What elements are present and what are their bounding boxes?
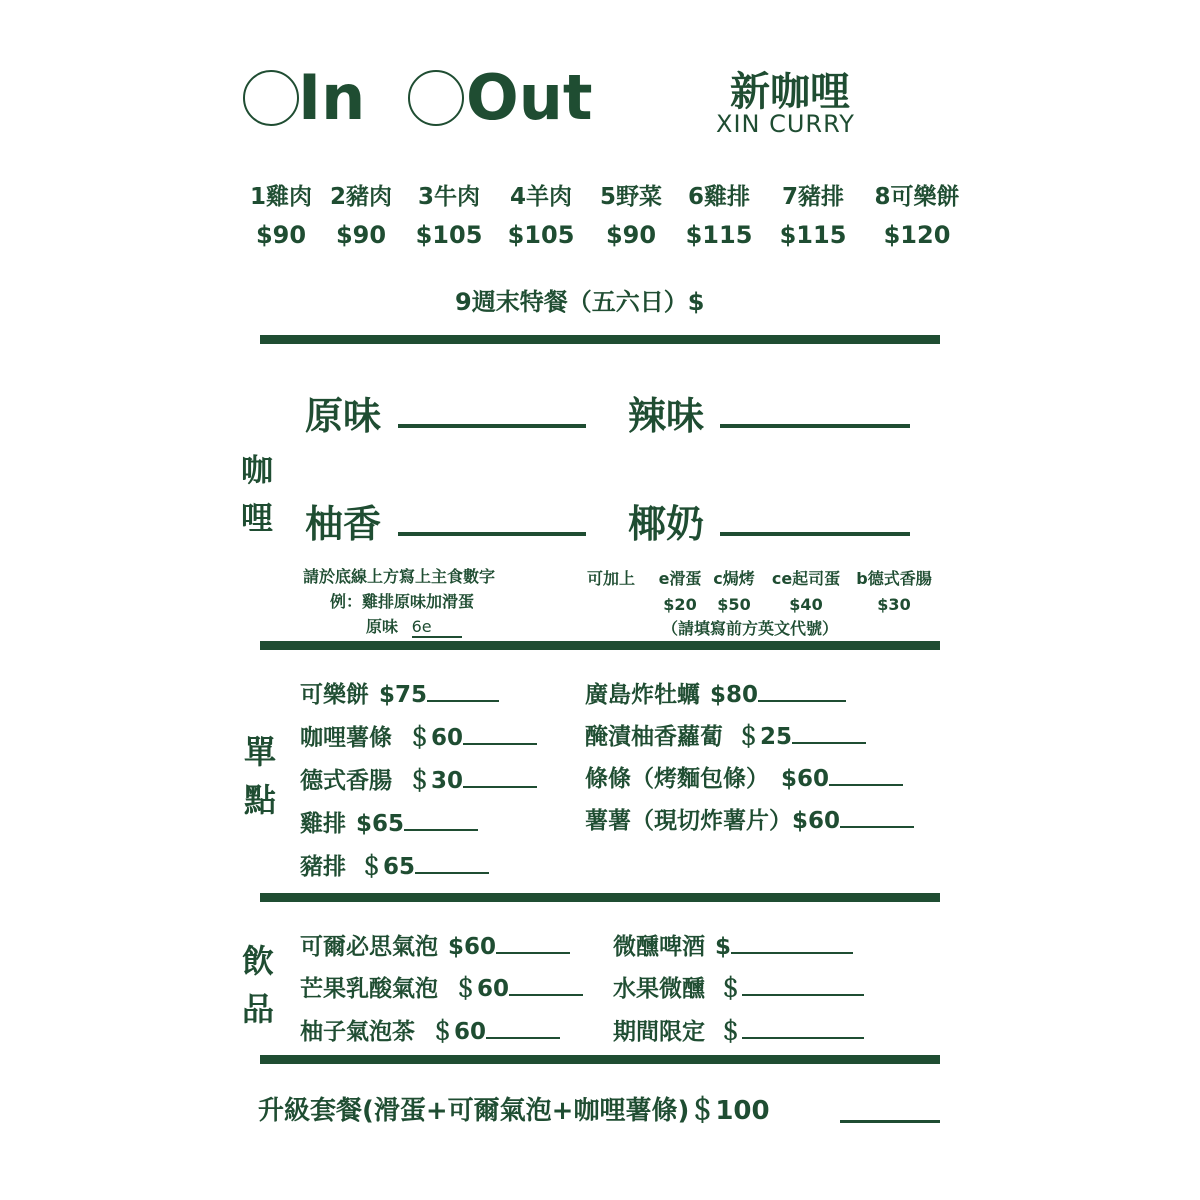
- addon-item: e滑蛋 $20: [658, 569, 702, 614]
- quantity-blank[interactable]: [404, 829, 478, 831]
- combo-quantity-blank[interactable]: [840, 1120, 940, 1123]
- quantity-blank[interactable]: [427, 700, 499, 702]
- instruction-sample: 原味 6e: [366, 614, 462, 638]
- flavor-yuzu-label: 柚香: [305, 502, 382, 546]
- take-out-checkbox[interactable]: [408, 70, 464, 126]
- quantity-blank[interactable]: [496, 952, 570, 954]
- drink-item: 水果微醺 ＄: [613, 970, 864, 1003]
- quantity-blank[interactable]: [829, 784, 903, 786]
- main-item: 3牛肉 $105: [415, 184, 483, 249]
- side-item: 醃漬柚香蘿蔔 ＄25: [585, 718, 866, 751]
- drink-item: 柚子氣泡茶 ＄60: [300, 1013, 560, 1046]
- divider: [260, 1055, 940, 1064]
- brand-name-zh: 新咖哩: [730, 69, 850, 115]
- divider: [260, 893, 940, 902]
- divider: [260, 335, 940, 344]
- side-item: 雞排 $65: [300, 805, 478, 838]
- brand-name-en: XIN CURRY: [716, 110, 855, 138]
- flavor-spicy-label: 辣味: [628, 394, 705, 438]
- main-item: 8可樂餅 $120: [874, 184, 960, 249]
- quantity-blank[interactable]: [509, 994, 583, 996]
- side-item: 條條（烤麵包條） $60: [585, 760, 903, 793]
- main-item: 2豬肉 $90: [329, 184, 392, 249]
- quantity-blank[interactable]: [758, 700, 846, 702]
- addon-item: c焗烤 $50: [713, 569, 755, 614]
- instruction-line: 請於底線上方寫上主食數字: [303, 567, 496, 586]
- drink-item: 期間限定 ＄: [613, 1013, 864, 1046]
- drinks-section-label: 飲 品: [241, 942, 274, 1028]
- side-item: 咖哩薯條 ＄60: [300, 719, 537, 752]
- addons-note: （請填寫前方英文代號）: [662, 619, 839, 638]
- main-item: 7豬排 $115: [779, 184, 847, 249]
- drink-item: 可爾必思氣泡 $60: [300, 928, 570, 961]
- main-item: 4羊肉 $105: [507, 184, 575, 249]
- dine-in-label: In: [298, 61, 366, 134]
- main-item: 1雞肉 $90: [249, 184, 312, 249]
- flavor-spicy-blank[interactable]: [720, 424, 910, 428]
- side-item: 廣島炸牡蠣 $80: [585, 676, 846, 709]
- sides-section-label: 單 點: [243, 733, 276, 819]
- quantity-blank[interactable]: [415, 872, 489, 874]
- sample-code: 6e: [412, 617, 462, 638]
- price-blank[interactable]: [742, 1037, 864, 1039]
- drink-item: 微醺啤酒 $: [613, 928, 853, 961]
- instruction-example: 例：雞排原味加滑蛋: [330, 592, 475, 611]
- main-item: 5野菜 $90: [599, 184, 662, 249]
- quantity-blank[interactable]: [463, 786, 537, 788]
- side-item: 薯薯（現切炸薯片）$60: [585, 802, 914, 835]
- side-item: 豬排 ＄65: [300, 848, 489, 881]
- take-out-label: Out: [466, 61, 593, 134]
- addons-label: 可加上: [587, 569, 636, 588]
- addon-item: ce起司蛋 $40: [771, 569, 841, 614]
- dine-in-checkbox[interactable]: [243, 70, 299, 126]
- quantity-blank[interactable]: [840, 826, 914, 828]
- drink-item: 芒果乳酸氣泡 ＄60: [300, 970, 583, 1003]
- weekend-special: 9週末特餐（五六日）$: [455, 288, 705, 316]
- addon-item: b德式香腸 $30: [856, 569, 932, 614]
- price-blank[interactable]: [731, 952, 853, 954]
- flavor-original-label: 原味: [305, 394, 382, 438]
- flavor-original-blank[interactable]: [398, 424, 586, 428]
- curry-section-label: 咖 哩: [240, 451, 273, 537]
- combo-upgrade: 升級套餐(滑蛋+可爾氣泡+咖哩薯條)＄100: [258, 1096, 770, 1126]
- flavor-coconut-label: 椰奶: [628, 502, 705, 546]
- quantity-blank[interactable]: [486, 1037, 560, 1039]
- side-item: 可樂餅 $75: [300, 676, 499, 709]
- divider: [260, 641, 940, 650]
- quantity-blank[interactable]: [463, 743, 537, 745]
- side-item: 德式香腸 ＄30: [300, 762, 537, 795]
- flavor-coconut-blank[interactable]: [720, 532, 910, 536]
- main-item: 6雞排 $115: [685, 184, 753, 249]
- price-blank[interactable]: [742, 994, 864, 996]
- quantity-blank[interactable]: [792, 742, 866, 744]
- flavor-yuzu-blank[interactable]: [398, 532, 586, 536]
